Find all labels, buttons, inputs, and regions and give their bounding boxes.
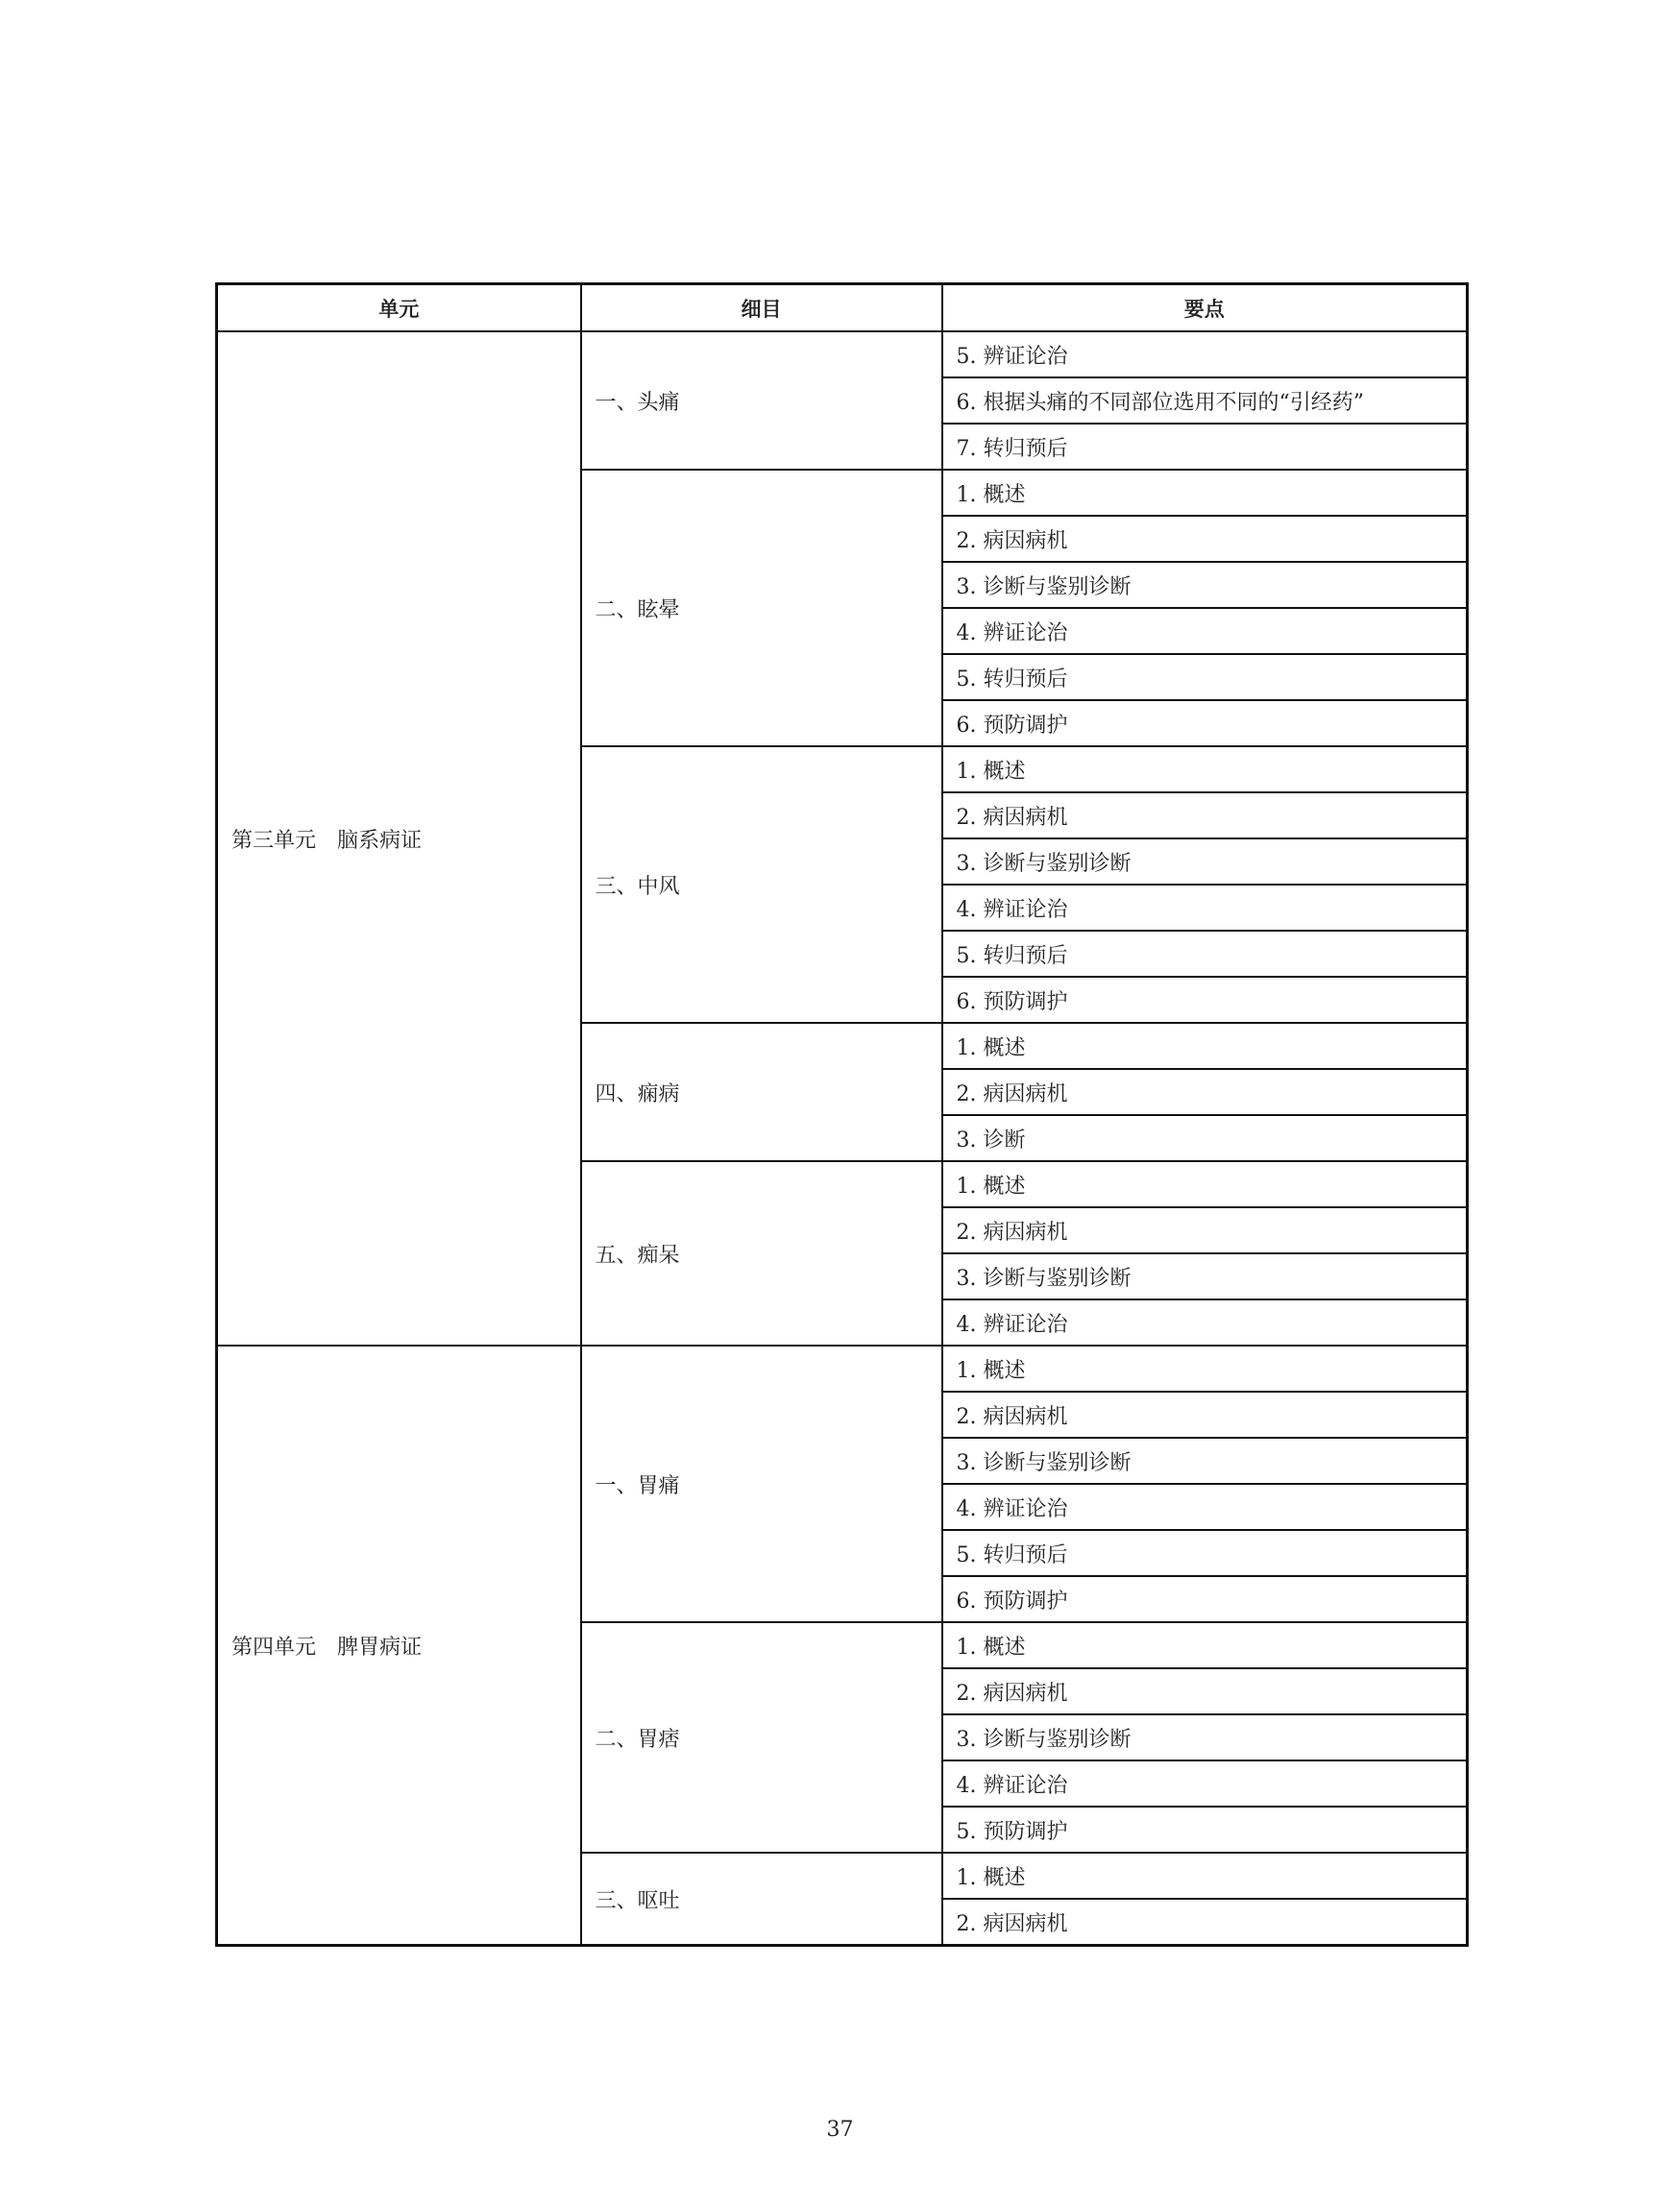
point-cell: 2. 病因病机 [942,792,1468,838]
point-cell: 1. 概述 [942,1622,1468,1668]
point-cell: 1. 概述 [942,1161,1468,1207]
point-cell: 6. 根据头痛的不同部位选用不同的“引经药” [942,377,1468,424]
point-cell: 5. 转归预后 [942,931,1468,977]
point-cell: 1. 概述 [942,1023,1468,1069]
header-item: 细目 [581,284,942,332]
item-cell: 一、胃痛 [581,1346,942,1622]
item-cell: 一、头痛 [581,331,942,470]
point-cell: 2. 病因病机 [942,1899,1468,1946]
point-cell: 5. 转归预后 [942,1530,1468,1576]
point-cell: 5. 预防调护 [942,1807,1468,1853]
point-cell: 6. 预防调护 [942,1576,1468,1622]
point-cell: 2. 病因病机 [942,1069,1468,1115]
point-cell: 6. 预防调护 [942,700,1468,746]
item-cell: 二、胃痞 [581,1622,942,1853]
point-cell: 1. 概述 [942,470,1468,516]
point-cell: 2. 病因病机 [942,1207,1468,1253]
point-cell: 4. 辨证论治 [942,885,1468,931]
point-cell: 4. 辨证论治 [942,608,1468,654]
point-cell: 2. 病因病机 [942,1668,1468,1714]
syllabus-table [215,282,1469,1947]
item-cell: 二、眩晕 [581,470,942,746]
header-point: 要点 [942,284,1468,332]
item-cell: 四、痫病 [581,1023,942,1161]
point-cell: 2. 病因病机 [942,516,1468,562]
point-cell: 3. 诊断与鉴别诊断 [942,562,1468,608]
point-cell: 3. 诊断与鉴别诊断 [942,838,1468,885]
table-row [217,331,1468,377]
unit-cell: 第三单元 脑系病证 [217,331,581,1346]
point-cell: 4. 辨证论治 [942,1299,1468,1346]
point-cell: 3. 诊断 [942,1115,1468,1161]
point-cell: 2. 病因病机 [942,1392,1468,1438]
item-cell: 三、中风 [581,746,942,1023]
point-cell: 4. 辨证论治 [942,1760,1468,1807]
point-cell: 1. 概述 [942,746,1468,792]
point-cell: 1. 概述 [942,1853,1468,1899]
table-header-row [217,284,1468,332]
point-cell: 3. 诊断与鉴别诊断 [942,1714,1468,1760]
point-cell: 5. 辨证论治 [942,331,1468,377]
unit-cell: 第四单元 脾胃病证 [217,1346,581,1946]
header-unit: 单元 [217,284,581,332]
point-cell: 4. 辨证论治 [942,1484,1468,1530]
table-row [217,1346,1468,1392]
page-number: 37 [826,2118,854,2142]
point-cell: 1. 概述 [942,1346,1468,1392]
item-cell: 五、痴呆 [581,1161,942,1346]
point-cell: 6. 预防调护 [942,977,1468,1023]
point-cell: 7. 转归预后 [942,424,1468,470]
point-cell: 5. 转归预后 [942,654,1468,700]
point-cell: 3. 诊断与鉴别诊断 [942,1438,1468,1484]
point-cell: 3. 诊断与鉴别诊断 [942,1253,1468,1299]
item-cell: 三、呕吐 [581,1853,942,1946]
